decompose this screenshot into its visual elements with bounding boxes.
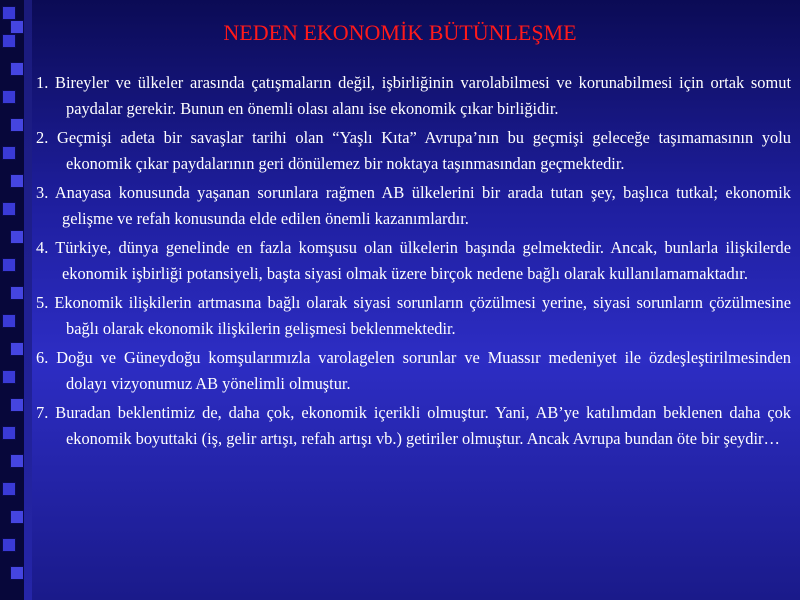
sidebar-square [10,118,24,132]
sidebar-square [2,90,16,104]
sidebar-square [10,174,24,188]
sidebar-square [10,398,24,412]
list-item: 5. Ekonomik ilişkilerin artmasına bağlı olarak siyasi sorunların çözülmesi yerine, siyasi sorunların çözülmesine bağlı olarak ekonomik ilişkilerin gelişmesi beklenmektedir. [36,293,791,338]
sidebar-square [2,314,16,328]
sidebar-square [2,6,16,20]
sidebar-square [10,230,24,244]
sidebar-square [10,510,24,524]
sidebar-square [10,454,24,468]
list-item: 6. Doğu ve Güneydoğu komşularımızla varolagelen sorunlar ve Muassır medeniyet ile özdeşleştirilmesinden dolayı vizyonumuz AB yönelimli olmuştur. [36,348,791,393]
sidebar-square [10,286,24,300]
sidebar-square [2,538,16,552]
sidebar-square [2,146,16,160]
list-item: 2. Geçmişi adeta bir savaşlar tarihi olan “Yaşlı Kıta” Avrupa’nın bu geçmişi geleceğe taşımamasının yolu ekonomik çıkar paydalarının geri dönülemez bir noktaya taşınmasından geçmektedir. [36,128,791,173]
sidebar-square [10,62,24,76]
list-item: 4. Türkiye, dünya genelinde en fazla komşusu olan ülkelerin başında gelmektedir. Ancak, bunlarla ilişkilerde ekonomik işbirliği potansiyeli, başta siyasi olmak üzere birçok nedene bağlı olarak kullanılamamaktadır. [36,238,791,283]
sidebar-square [2,370,16,384]
slide-body [36,70,791,455]
sidebar-square [10,342,24,356]
sidebar-square [2,482,16,496]
sidebar-square [2,202,16,216]
list-item: 3. Anayasa konusunda yaşanan sorunlara rağmen AB ülkelerini bir arada tutan şey, başlıca tutkal; ekonomik gelişme ve refah konusunda elde edilen önemli kazanımlardır. [36,183,791,228]
decorative-sidebar [0,0,24,600]
list-item: 7. Buradan beklentimiz de, daha çok, ekonomik içerikli olmuştur. Yani, AB’ye katılımdan beklenen daha çok ekonomik boyuttaki (iş, gelir artışı, refah artışı vb.) getiriler olmuştur. Ancak Avrupa bundan öte bir şeydir… [36,403,791,448]
sidebar-square [2,258,16,272]
slide-title: NEDEN EKONOMİK BÜTÜNLEŞME [223,20,577,45]
sidebar-square [10,566,24,580]
sidebar-square [2,426,16,440]
list-item: 1. Bireyler ve ülkeler arasında çatışmaların değil, işbirliğinin varolabilmesi ve korunabilmesi için ortak somut paydalar gerekir. Bunun en önemli olası alanı ise ekonomik çıkar birliğidir. [36,73,791,118]
decorative-stripe [24,0,32,600]
